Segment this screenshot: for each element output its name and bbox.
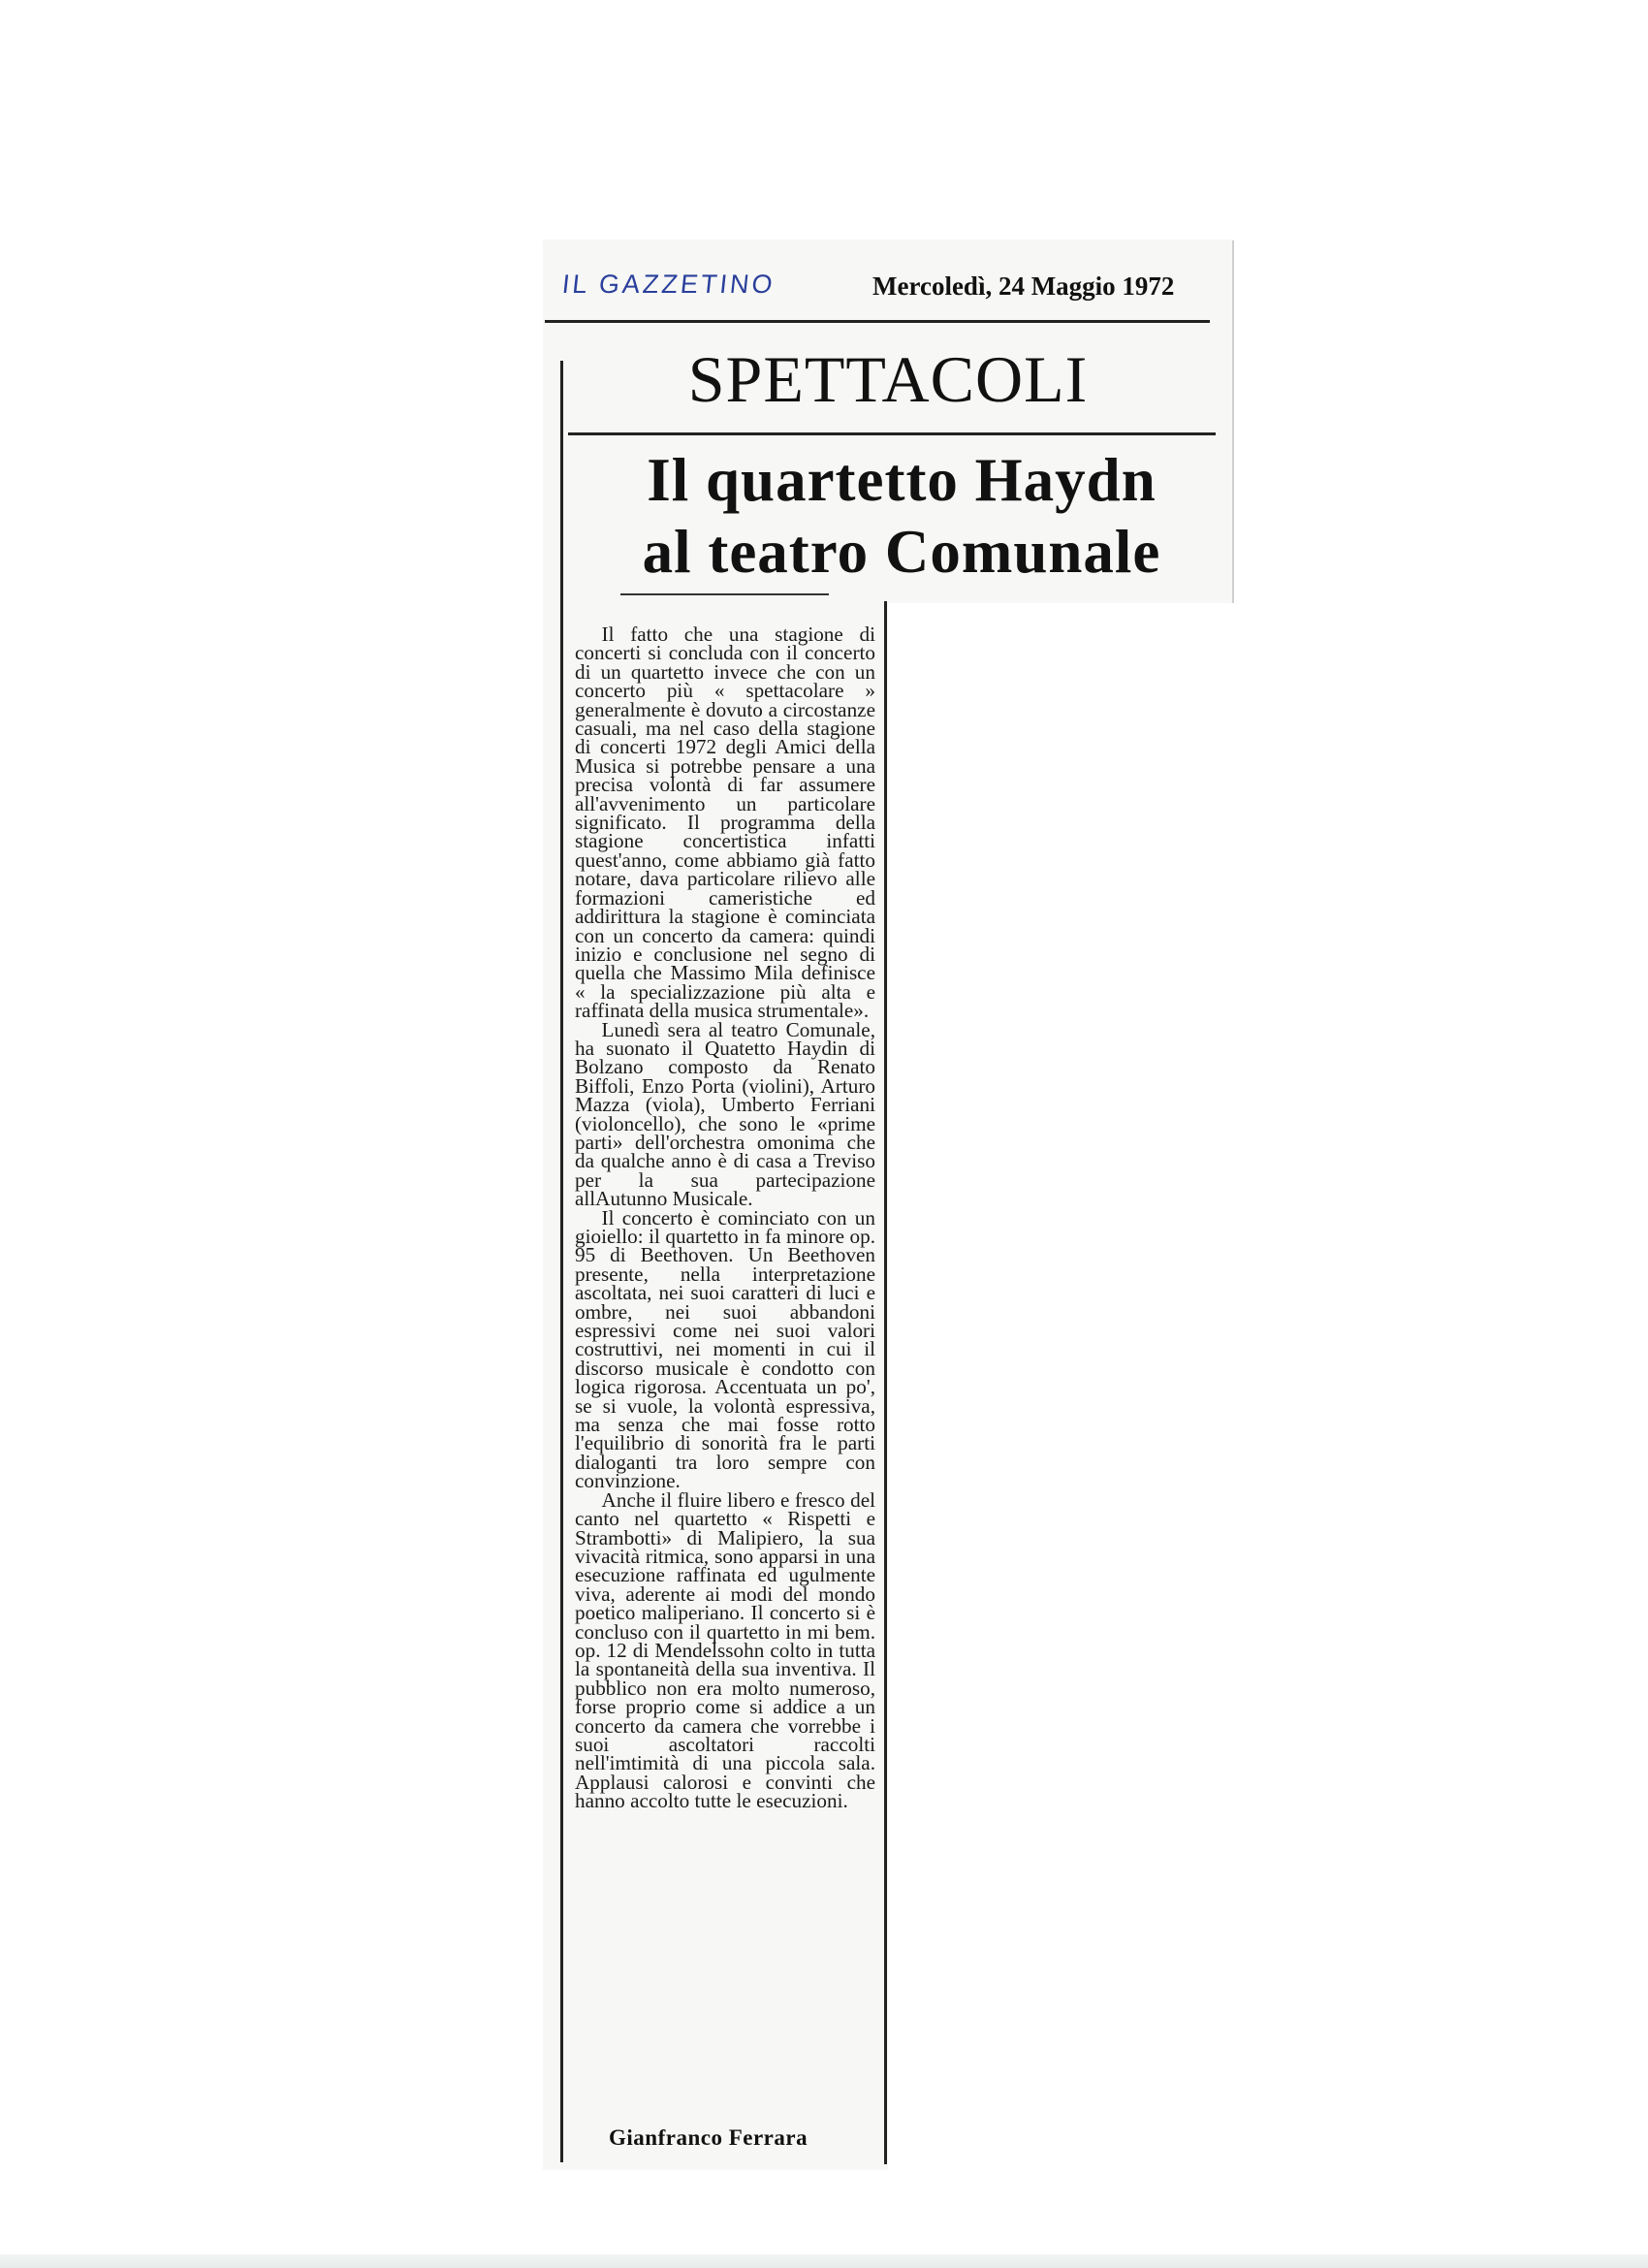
section-title: SPETTACOLI — [687, 342, 1089, 416]
article-paragraph: Il fatto che una stagione di concerti si concluda con il concerto di un quartetto invece che con un concerto più « spettacolare » generalmente è dovuto a circostanze casuali, ma nel caso della stagione di concerti 1972 degli Amici della Musica si potrebbe pensare a una precisa volontà di far assumere all'avvenimento un particolare significato. Il programma della stagione concertistica infatti quest'anno, come abbiamo già fatto notare, dava particolare rilievo alle formazioni cameristiche ed addirittura la stagione è cominciata con un concerto da camera: quindi inizio e conclusione nel segno di quella che Massimo Mila definisce « la specializzazione più alta e raffinata della musica strumentale». — [575, 623, 875, 1023]
article-paragraph: Lunedì sera al teatro Comunale, ha suonato il Quatetto Haydin di Bolzano composto da Renato Biffoli, Enzo Porta (violini), Arturo Mazza (viola), Umberto Ferriani (violoncello), che sono le «prime parti» dell'orchestra omonima che da qualche anno è di casa a Treviso per la sua partecipazione allAutunno Musicale. — [575, 1017, 875, 1211]
header-rule — [545, 320, 1210, 323]
article-headline — [562, 444, 1241, 588]
article-paragraph: Anche il fluire libero e fresco del canto nel quartetto « Rispetti e Strambotti» di Malipiero, la sua vivacità ritmica, sono apparsi in una esecuzione raffinata ed ugulmente viva, aderente ai modi del mondo poetico maliperiano. Il concerto si è concluso con il quartetto in mi bem. op. 12 di Mendelssohn colto in tutta la spontaneità della sua inventiva. Il pubblico non era molto numeroso, forse proprio come si addice a un concerto da camera che vorrebbe i suoi ascoltatori raccolti nell'imtimità di una piccola sala. Applausi calorosi e convinti che hanno accolto tutte le esecuzioni. — [575, 1487, 875, 1813]
article-paragraph: Il concerto è cominciato con un gioiello: il quartetto in fa minore op. 95 di Beethoven. Un Beethoven presente, nella interpretazione ascoltata, nei suoi caratteri di luci e ombre, nei suoi abbandoni espressivi come nei suoi valori costruttivi, nei momenti in cui il discorso musicale è condotto con logica rigorosa. Accentuata un po', se si vuole, la volontà espressiva, ma senza che mai fosse rotto l'equilibrio di sonorità fra le parti dialoganti tra loro sempre con convinzione. — [575, 1205, 875, 1493]
article-body — [575, 625, 875, 1811]
article-author: Gianfranco Ferrara — [609, 2125, 808, 2150]
column-rule-left — [560, 361, 563, 2162]
headline-rule — [620, 593, 829, 595]
headline-line-1: Il quartetto Haydn — [647, 446, 1157, 514]
headline-line-2: al teatro Comunale — [642, 518, 1161, 586]
publication-date: Mercoledì, 24 Maggio 1972 — [872, 272, 1175, 301]
newspaper-masthead: IL GAZZETINO — [560, 270, 777, 299]
column-rule-right — [884, 601, 887, 2164]
section-rule — [568, 432, 1216, 435]
scan-edge — [0, 2254, 1648, 2268]
